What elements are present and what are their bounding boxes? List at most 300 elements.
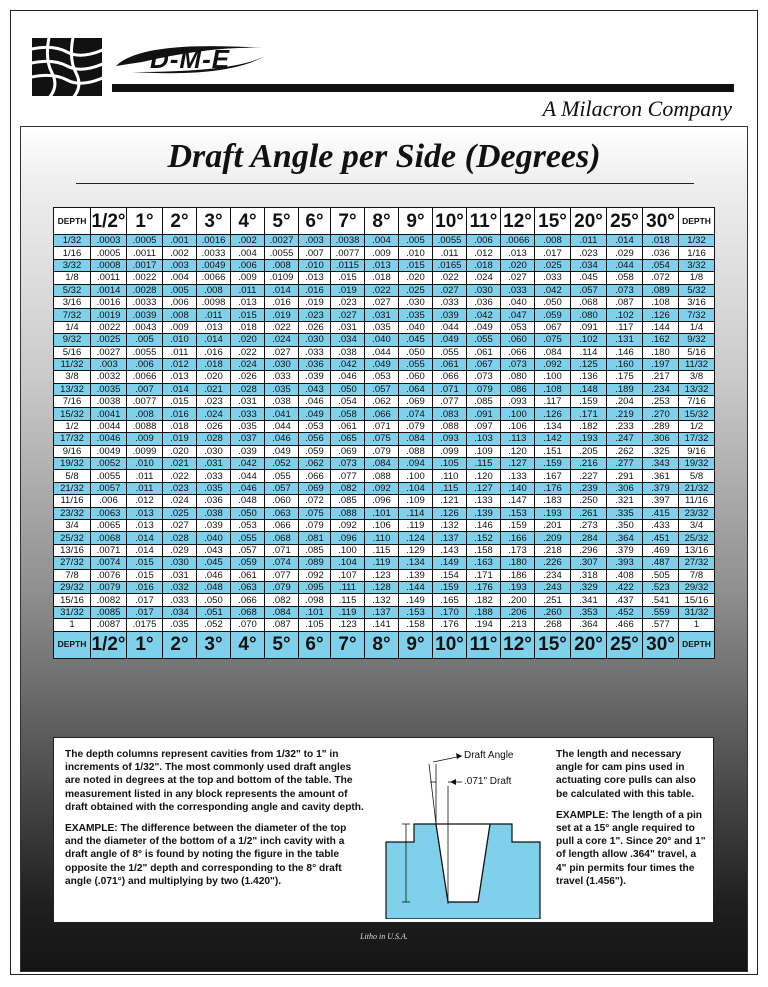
draft-value-cell: .115 bbox=[331, 594, 365, 606]
draft-value-cell: .262 bbox=[607, 445, 643, 457]
draft-value-cell: .061 bbox=[467, 346, 501, 358]
angle-header: 11° bbox=[467, 208, 501, 235]
draft-value-cell: .251 bbox=[535, 594, 571, 606]
draft-value-cell: .004 bbox=[365, 235, 399, 247]
draft-value-cell: .042 bbox=[467, 309, 501, 321]
draft-value-cell: .0005 bbox=[127, 235, 163, 247]
depth-cell: 1/32 bbox=[54, 235, 91, 247]
draft-value-cell: .014 bbox=[127, 544, 163, 556]
draft-value-cell: .031 bbox=[331, 321, 365, 333]
draft-value-cell: .109 bbox=[467, 445, 501, 457]
draft-value-cell: .030 bbox=[197, 445, 231, 457]
table-row bbox=[54, 445, 715, 457]
angle-header: 5° bbox=[265, 208, 299, 235]
header-bar bbox=[112, 84, 734, 92]
draft-value-cell: .136 bbox=[571, 371, 607, 383]
draft-value-cell: .158 bbox=[399, 619, 433, 631]
draft-value-cell: .018 bbox=[231, 321, 265, 333]
draft-value-cell: .045 bbox=[399, 334, 433, 346]
draft-angle-label: Draft Angle bbox=[464, 750, 514, 761]
draft-value-cell: .013 bbox=[127, 519, 163, 531]
draft-value-cell: .234 bbox=[643, 383, 679, 395]
draft-value-cell: .057 bbox=[571, 284, 607, 296]
draft-value-cell: .296 bbox=[571, 544, 607, 556]
draft-value-cell: .115 bbox=[433, 482, 467, 494]
draft-value-cell: .093 bbox=[501, 396, 535, 408]
draft-value-cell: .0014 bbox=[91, 284, 127, 296]
draft-value-cell: .092 bbox=[365, 482, 399, 494]
angle-header: 8° bbox=[365, 208, 399, 235]
draft-value-cell: .120 bbox=[501, 445, 535, 457]
draft-value-cell: .025 bbox=[399, 284, 433, 296]
draft-value-cell: .146 bbox=[607, 346, 643, 358]
draft-value-cell: .038 bbox=[197, 507, 231, 519]
draft-value-cell: .131 bbox=[607, 334, 643, 346]
draft-value-cell: .217 bbox=[643, 371, 679, 383]
draft-value-cell: .273 bbox=[571, 519, 607, 531]
draft-value-cell: .173 bbox=[501, 544, 535, 556]
draft-value-cell: .028 bbox=[231, 383, 265, 395]
depth-header: DEPTH bbox=[679, 208, 715, 235]
draft-value-cell: .014 bbox=[163, 383, 197, 395]
draft-value-cell: .011 bbox=[127, 482, 163, 494]
depth-cell: 9/32 bbox=[679, 334, 715, 346]
draft-value-cell: .129 bbox=[399, 544, 433, 556]
depth-cell: 13/16 bbox=[54, 544, 91, 556]
draft-value-cell: .139 bbox=[399, 569, 433, 581]
draft-value-cell: .108 bbox=[643, 296, 679, 308]
draft-value-cell: .018 bbox=[163, 420, 197, 432]
draft-value-cell: .053 bbox=[299, 420, 331, 432]
draft-value-cell: .066 bbox=[433, 371, 467, 383]
draft-value-cell: .0068 bbox=[91, 532, 127, 544]
draft-value-cell: .171 bbox=[571, 408, 607, 420]
draft-value-cell: .016 bbox=[299, 284, 331, 296]
draft-value-cell: .0027 bbox=[91, 346, 127, 358]
draft-value-cell: .160 bbox=[607, 358, 643, 370]
draft-value-cell: .180 bbox=[501, 557, 535, 569]
draft-value-cell: .018 bbox=[467, 259, 501, 271]
angle-header: 15° bbox=[535, 208, 571, 235]
depth-cell: 13/32 bbox=[679, 383, 715, 395]
draft-value-cell: .060 bbox=[265, 495, 299, 507]
draft-value-cell: .268 bbox=[535, 619, 571, 631]
draft-value-cell: .002 bbox=[231, 235, 265, 247]
draft-value-cell: .065 bbox=[331, 433, 365, 445]
draft-value-cell: .010 bbox=[399, 247, 433, 259]
draft-value-cell: .073 bbox=[331, 458, 365, 470]
draft-value-cell: .0038 bbox=[331, 235, 365, 247]
draft-value-cell: .013 bbox=[163, 371, 197, 383]
draft-value-cell: .353 bbox=[571, 606, 607, 618]
draft-value-cell: .075 bbox=[299, 507, 331, 519]
draft-value-cell: .031 bbox=[197, 458, 231, 470]
draft-value-cell: .089 bbox=[299, 557, 331, 569]
draft-value-cell: .016 bbox=[265, 296, 299, 308]
draft-value-cell: .008 bbox=[163, 309, 197, 321]
draft-value-cell: .030 bbox=[399, 296, 433, 308]
draft-value-cell: .054 bbox=[643, 259, 679, 271]
draft-value-cell: .050 bbox=[331, 383, 365, 395]
draft-value-cell: .182 bbox=[467, 594, 501, 606]
table-row bbox=[54, 346, 715, 358]
draft-value-cell: .055 bbox=[467, 334, 501, 346]
depth-cell: 15/32 bbox=[54, 408, 91, 420]
table-row bbox=[54, 458, 715, 470]
draft-value-cell: .204 bbox=[607, 396, 643, 408]
draft-value-cell: .034 bbox=[571, 259, 607, 271]
draft-value-cell: .017 bbox=[127, 594, 163, 606]
draft-value-cell: .183 bbox=[535, 495, 571, 507]
draft-value-cell: .126 bbox=[433, 507, 467, 519]
draft-value-cell: .060 bbox=[501, 334, 535, 346]
draft-value-cell: .165 bbox=[433, 594, 467, 606]
table-row bbox=[54, 581, 715, 593]
draft-value-cell: .189 bbox=[607, 383, 643, 395]
draft-value-cell: .043 bbox=[299, 383, 331, 395]
angle-header: 2° bbox=[163, 631, 197, 658]
draft-value-cell: .069 bbox=[399, 396, 433, 408]
depth-cell: 9/16 bbox=[679, 445, 715, 457]
draft-value-cell: .144 bbox=[399, 581, 433, 593]
draft-value-cell: .141 bbox=[365, 619, 399, 631]
draft-value-cell: .193 bbox=[535, 507, 571, 519]
angle-header: 4° bbox=[231, 208, 265, 235]
draft-value-cell: .010 bbox=[127, 458, 163, 470]
draft-value-cell: .036 bbox=[467, 296, 501, 308]
depth-cell: 25/32 bbox=[54, 532, 91, 544]
draft-value-cell: .071 bbox=[365, 420, 399, 432]
draft-value-cell: .012 bbox=[127, 495, 163, 507]
draft-value-cell: .343 bbox=[643, 458, 679, 470]
page-title: Draft Angle per Side (Degrees) bbox=[167, 138, 601, 175]
draft-value-cell: .030 bbox=[299, 334, 331, 346]
draft-value-cell: .124 bbox=[399, 532, 433, 544]
draft-value-cell: .009 bbox=[365, 247, 399, 259]
draft-value-cell: .159 bbox=[535, 458, 571, 470]
draft-value-cell: .020 bbox=[399, 272, 433, 284]
draft-value-cell: .088 bbox=[433, 420, 467, 432]
draft-value-cell: .239 bbox=[571, 482, 607, 494]
draft-value-cell: .364 bbox=[571, 619, 607, 631]
draft-value-cell: .057 bbox=[365, 383, 399, 395]
draft-value-cell: .0011 bbox=[127, 247, 163, 259]
draft-value-cell: .077 bbox=[265, 569, 299, 581]
draft-value-cell: .066 bbox=[299, 470, 331, 482]
draft-value-cell: .042 bbox=[231, 458, 265, 470]
draft-value-cell: .044 bbox=[265, 420, 299, 432]
draft-value-cell: .003 bbox=[163, 259, 197, 271]
draft-value-cell: .329 bbox=[571, 581, 607, 593]
draft-value-cell: .0057 bbox=[91, 482, 127, 494]
draft-value-cell: .005 bbox=[127, 334, 163, 346]
angle-header: 30° bbox=[643, 208, 679, 235]
draft-value-cell: .058 bbox=[331, 408, 365, 420]
draft-value-cell: .071 bbox=[265, 544, 299, 556]
draft-value-cell: .016 bbox=[163, 408, 197, 420]
draft-value-cell: .213 bbox=[501, 619, 535, 631]
draft-value-cell: .126 bbox=[643, 309, 679, 321]
draft-value-cell: .284 bbox=[571, 532, 607, 544]
table-row bbox=[54, 272, 715, 284]
draft-value-cell: .117 bbox=[535, 396, 571, 408]
depth-cell: 5/32 bbox=[54, 284, 91, 296]
depth-cell: 7/32 bbox=[679, 309, 715, 321]
draft-value-cell: .0033 bbox=[127, 296, 163, 308]
draft-value-cell: .117 bbox=[607, 321, 643, 333]
draft-value-cell: .067 bbox=[535, 321, 571, 333]
angle-header: 7° bbox=[331, 208, 365, 235]
depth-cell: 3/8 bbox=[679, 371, 715, 383]
draft-value-cell: .541 bbox=[643, 594, 679, 606]
draft-value-cell: .079 bbox=[265, 581, 299, 593]
draft-value-cell: .209 bbox=[535, 532, 571, 544]
draft-value-cell: .0055 bbox=[91, 470, 127, 482]
draft-value-cell: .053 bbox=[231, 519, 265, 531]
draft-value-cell: .091 bbox=[467, 408, 501, 420]
draft-value-cell: .054 bbox=[331, 396, 365, 408]
draft-value-cell: .505 bbox=[643, 569, 679, 581]
draft-value-cell: .227 bbox=[571, 470, 607, 482]
draft-value-cell: .147 bbox=[501, 495, 535, 507]
draft-value-cell: .469 bbox=[643, 544, 679, 556]
draft-value-cell: .006 bbox=[91, 495, 127, 507]
draft-value-cell: .159 bbox=[571, 396, 607, 408]
angle-header: 1° bbox=[127, 631, 163, 658]
draft-value-cell: .101 bbox=[299, 606, 331, 618]
draft-value-cell: .015 bbox=[127, 557, 163, 569]
draft-value-cell: .088 bbox=[399, 445, 433, 457]
depth-cell: 1/4 bbox=[54, 321, 91, 333]
draft-value-cell: .085 bbox=[299, 544, 331, 556]
draft-value-cell: .014 bbox=[607, 235, 643, 247]
draft-value-cell: .027 bbox=[501, 272, 535, 284]
draft-value-cell: .081 bbox=[299, 532, 331, 544]
draft-value-cell: .061 bbox=[331, 420, 365, 432]
depth-cell: 1/2 bbox=[679, 420, 715, 432]
draft-value-cell: .171 bbox=[467, 569, 501, 581]
draft-value-cell: .033 bbox=[535, 272, 571, 284]
draft-value-cell: .159 bbox=[501, 519, 535, 531]
draft-value-cell: .027 bbox=[433, 284, 467, 296]
draft-value-cell: .046 bbox=[331, 371, 365, 383]
draft-value-cell: .261 bbox=[571, 507, 607, 519]
draft-value-cell: .019 bbox=[265, 309, 299, 321]
draft-value-cell: .119 bbox=[399, 519, 433, 531]
angle-header: 10° bbox=[433, 208, 467, 235]
draft-value-cell: .046 bbox=[299, 396, 331, 408]
draft-value-cell: .041 bbox=[265, 408, 299, 420]
draft-value-cell: .193 bbox=[501, 581, 535, 593]
draft-value-cell: .050 bbox=[231, 507, 265, 519]
draft-value-cell: .079 bbox=[299, 519, 331, 531]
draft-value-cell: .108 bbox=[535, 383, 571, 395]
table-row bbox=[54, 532, 715, 544]
draft-value-cell: .364 bbox=[607, 532, 643, 544]
draft-value-cell: .022 bbox=[265, 321, 299, 333]
depth-cell: 1 bbox=[54, 619, 91, 631]
draft-value-cell: .0063 bbox=[91, 507, 127, 519]
brand-name: D-M-E bbox=[150, 44, 231, 74]
draft-value-cell: .027 bbox=[163, 519, 197, 531]
draft-value-cell: .307 bbox=[571, 557, 607, 569]
draft-value-cell: .379 bbox=[607, 544, 643, 556]
angle-header: 8° bbox=[365, 631, 399, 658]
draft-value-cell: .010 bbox=[299, 259, 331, 271]
draft-value-cell: .176 bbox=[433, 619, 467, 631]
angle-header: 3° bbox=[197, 631, 231, 658]
draft-value-cell: .133 bbox=[501, 470, 535, 482]
draft-value-cell: .094 bbox=[399, 458, 433, 470]
table-row bbox=[54, 507, 715, 519]
draft-value-cell: .092 bbox=[331, 519, 365, 531]
draft-value-cell: .206 bbox=[501, 606, 535, 618]
draft-value-cell: .049 bbox=[299, 408, 331, 420]
draft-value-cell: .0165 bbox=[433, 259, 467, 271]
draft-value-cell: .021 bbox=[197, 383, 231, 395]
draft-value-cell: .056 bbox=[299, 433, 331, 445]
draft-value-cell: .084 bbox=[535, 346, 571, 358]
draft-value-cell: .096 bbox=[331, 532, 365, 544]
depth-header: DEPTH bbox=[54, 631, 91, 658]
draft-value-cell: .059 bbox=[231, 557, 265, 569]
draft-value-cell: .162 bbox=[643, 334, 679, 346]
depth-cell: 7/8 bbox=[54, 569, 91, 581]
draft-diagram bbox=[374, 744, 552, 919]
draft-value-cell: .066 bbox=[501, 346, 535, 358]
draft-value-cell: .013 bbox=[365, 259, 399, 271]
depth-cell: 3/16 bbox=[679, 296, 715, 308]
draft-value-cell: .137 bbox=[433, 532, 467, 544]
draft-value-cell: .088 bbox=[331, 507, 365, 519]
draft-value-cell: .148 bbox=[571, 383, 607, 395]
explanation-right bbox=[556, 748, 706, 888]
draft-value-cell: .057 bbox=[265, 482, 299, 494]
table-row bbox=[54, 619, 715, 631]
draft-value-cell: .096 bbox=[365, 495, 399, 507]
depth-cell: 11/16 bbox=[54, 495, 91, 507]
draft-value-cell: .119 bbox=[331, 606, 365, 618]
draft-value-cell: .233 bbox=[607, 420, 643, 432]
draft-value-cell: .043 bbox=[197, 544, 231, 556]
draft-value-cell: .0016 bbox=[91, 296, 127, 308]
draft-value-cell: .100 bbox=[501, 408, 535, 420]
draft-value-cell: .033 bbox=[163, 594, 197, 606]
table-row bbox=[54, 594, 715, 606]
draft-value-cell: .0049 bbox=[91, 445, 127, 457]
depth-cell: 13/32 bbox=[54, 383, 91, 395]
draft-value-cell: .005 bbox=[399, 235, 433, 247]
draft-value-cell: .577 bbox=[643, 619, 679, 631]
table-footer-row bbox=[54, 631, 715, 658]
draft-value-cell: .017 bbox=[535, 247, 571, 259]
draft-value-cell: .064 bbox=[399, 383, 433, 395]
draft-value-cell: .014 bbox=[127, 532, 163, 544]
draft-value-cell: .022 bbox=[163, 470, 197, 482]
draft-value-cell: .035 bbox=[265, 383, 299, 395]
draft-value-cell: .260 bbox=[535, 606, 571, 618]
draft-value-cell: .069 bbox=[299, 482, 331, 494]
depth-cell: 1/8 bbox=[54, 272, 91, 284]
table-row bbox=[54, 321, 715, 333]
draft-value-cell: .084 bbox=[365, 458, 399, 470]
draft-value-cell: .0066 bbox=[127, 371, 163, 383]
draft-value-cell: .139 bbox=[467, 507, 501, 519]
depth-cell: 17/32 bbox=[54, 433, 91, 445]
draft-value-cell: .325 bbox=[643, 445, 679, 457]
table-row bbox=[54, 420, 715, 432]
draft-value-cell: .084 bbox=[265, 606, 299, 618]
draft-value-cell: .102 bbox=[607, 309, 643, 321]
draft-value-cell: .123 bbox=[365, 569, 399, 581]
draft-value-cell: .200 bbox=[501, 594, 535, 606]
draft-value-cell: .039 bbox=[433, 309, 467, 321]
draft-value-cell: .073 bbox=[501, 358, 535, 370]
draft-value-cell: .422 bbox=[607, 581, 643, 593]
draft-value-cell: .152 bbox=[467, 532, 501, 544]
draft-value-cell: .153 bbox=[399, 606, 433, 618]
draft-value-cell: .036 bbox=[643, 247, 679, 259]
draft-value-cell: .042 bbox=[331, 358, 365, 370]
draft-value-cell: .291 bbox=[607, 470, 643, 482]
draft-value-cell: .205 bbox=[571, 445, 607, 457]
draft-value-cell: .0025 bbox=[91, 334, 127, 346]
draft-value-cell: .111 bbox=[331, 581, 365, 593]
depth-cell: 5/16 bbox=[679, 346, 715, 358]
draft-value-cell: .027 bbox=[365, 296, 399, 308]
draft-value-cell: .040 bbox=[399, 321, 433, 333]
draft-value-cell: .0087 bbox=[91, 619, 127, 631]
draft-value-cell: .022 bbox=[433, 272, 467, 284]
draft-value-cell: .006 bbox=[467, 235, 501, 247]
draft-value-cell: .123 bbox=[331, 619, 365, 631]
draft-value-cell: .008 bbox=[265, 259, 299, 271]
draft-value-cell: .487 bbox=[643, 557, 679, 569]
draft-value-cell: .101 bbox=[365, 507, 399, 519]
draft-value-cell: .023 bbox=[163, 482, 197, 494]
draft-value-cell: .234 bbox=[535, 569, 571, 581]
draft-value-cell: .126 bbox=[535, 408, 571, 420]
draft-value-cell: .055 bbox=[231, 532, 265, 544]
draft-value-cell: .035 bbox=[365, 321, 399, 333]
draft-value-cell: .040 bbox=[197, 532, 231, 544]
draft-value-cell: .142 bbox=[535, 433, 571, 445]
draft-value-cell: .048 bbox=[231, 495, 265, 507]
draft-value-cell: .219 bbox=[607, 408, 643, 420]
angle-header: 20° bbox=[571, 208, 607, 235]
draft-value-cell: .0055 bbox=[127, 346, 163, 358]
draft-value-cell: .114 bbox=[571, 346, 607, 358]
table-row bbox=[54, 519, 715, 531]
draft-value-cell: .049 bbox=[365, 358, 399, 370]
draft-value-cell: .361 bbox=[643, 470, 679, 482]
draft-value-cell: .039 bbox=[299, 371, 331, 383]
angle-header: 3° bbox=[197, 208, 231, 235]
draft-value-cell: .005 bbox=[163, 284, 197, 296]
draft-value-cell: .093 bbox=[433, 433, 467, 445]
depth-cell: 5/16 bbox=[54, 346, 91, 358]
draft-value-cell: .039 bbox=[197, 519, 231, 531]
draft-value-cell: .063 bbox=[265, 507, 299, 519]
angle-header: 9° bbox=[399, 631, 433, 658]
draft-value-cell: .0043 bbox=[127, 321, 163, 333]
draft-value-cell: .186 bbox=[501, 569, 535, 581]
draft-value-cell: .0049 bbox=[197, 259, 231, 271]
draft-value-cell: .0003 bbox=[91, 235, 127, 247]
draft-value-cell: .010 bbox=[163, 334, 197, 346]
draft-value-cell: .015 bbox=[399, 259, 433, 271]
angle-header: 11° bbox=[467, 631, 501, 658]
